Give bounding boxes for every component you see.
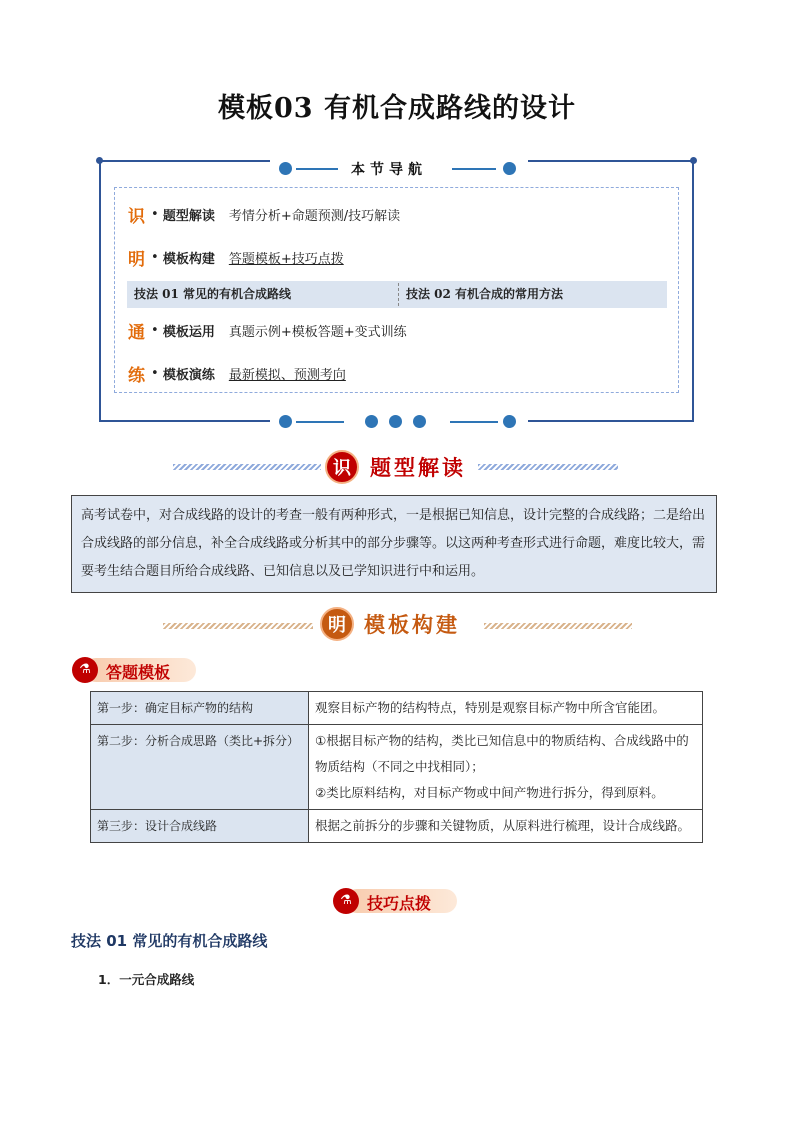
technique-bar [127, 281, 667, 308]
nav-row-practice[interactable] [128, 361, 346, 386]
page-title: 模板03 有机合成路线的设计 [218, 93, 576, 124]
nav-label: 题型解读 [162, 209, 215, 224]
deco-line [452, 168, 496, 170]
nav-char: 识 [128, 207, 145, 227]
section-title: 模板构建 [364, 612, 460, 637]
step-cell: 第三步：设计合成线路 [91, 810, 309, 843]
deco-dot [365, 415, 378, 428]
content-line: 根据之前拆分的步骤和关键物质，从原料进行梳理，设计合成线路。 [315, 818, 691, 833]
table-row [91, 692, 703, 725]
flask-icon: ⚗ [72, 657, 98, 683]
section-title: 题型解读 [370, 455, 466, 480]
table-row [91, 725, 703, 810]
nav-char: 通 [128, 323, 145, 343]
deco-dot [279, 162, 292, 175]
deco-dot [503, 415, 516, 428]
banner-stripe [173, 464, 321, 470]
nav-bullet: • [151, 366, 163, 381]
deco-line [296, 421, 344, 423]
banner-stripe [484, 623, 632, 629]
nav-row-apply[interactable] [128, 318, 407, 343]
tips-label: 技巧点拨 [367, 894, 432, 913]
technique-02-link[interactable]: 技法 02 有机合成的常用方法 [406, 287, 564, 301]
corner-dot [96, 157, 103, 164]
step-cell: 第二步：分析合成思路（类比+拆分） [91, 725, 309, 810]
nav-desc: 真题示例+模板答题+变式训练 [228, 325, 407, 340]
content-line: ②类比原料结构，对目标产物或中间产物进行拆分，得到原料。 [315, 785, 664, 800]
technique-01-heading: 技法 01 常见的有机合成路线 [71, 932, 268, 950]
deco-dot [389, 415, 402, 428]
nav-bullet: • [151, 207, 163, 222]
nav-desc: 考情分析+命题预测/技巧解读 [228, 209, 401, 224]
nav-char: 明 [128, 250, 145, 270]
technique-01-link[interactable]: 技法 01 常见的有机合成路线 [134, 287, 292, 301]
corner-dot [690, 157, 697, 164]
content-cell [309, 725, 703, 810]
nav-desc: 最新模拟、预测考向 [228, 368, 346, 383]
deco-dot [503, 162, 516, 175]
nav-row-interpret[interactable] [128, 202, 400, 227]
deco-dot [413, 415, 426, 428]
nav-char: 练 [128, 366, 145, 386]
answer-template-label: 答题模板 [106, 663, 171, 682]
subsection-heading: 1．一元合成路线 [98, 972, 195, 987]
nav-label: 模板演练 [162, 368, 215, 383]
nav-desc: 答题模板+技巧点拨 [228, 252, 344, 267]
step-cell: 第一步：确定目标产物的结构 [91, 692, 309, 725]
content-cell [309, 810, 703, 843]
deco-line [296, 168, 338, 170]
banner-stripe [163, 623, 313, 629]
deco-line [450, 421, 498, 423]
content-line: ①根据目标产物的结构，类比已知信息中的物质结构、合成线路中的物质结构（不同之中找相同）； [315, 733, 689, 774]
nav-row-build[interactable] [128, 245, 344, 270]
content-cell [309, 692, 703, 725]
section-badge: 识 [325, 450, 359, 484]
answer-template-table [90, 691, 703, 843]
content-line: 观察目标产物的结构特点，特别是观察目标产物中所含官能团。 [315, 700, 666, 715]
nav-header: 本节导航 [351, 162, 427, 178]
section-badge: 明 [320, 607, 354, 641]
flask-icon: ⚗ [333, 888, 359, 914]
deco-dot [279, 415, 292, 428]
intro-box: 高考试卷中，对合成线路的设计的考查一般有两种形式，一是根据已知信息，设计完整的合成线路；二是给出合成线路的部分信息，补全合成线路或分析其中的部分步骤等。以这两种考查形式进行命题，难度比较大，需要考生结合题目所给合成线路、已知信息以及已学知识进行中和运用。 [71, 495, 717, 593]
nav-label: 模板运用 [162, 325, 215, 340]
nav-bullet: • [151, 323, 163, 338]
banner-stripe [478, 464, 618, 470]
table-row [91, 810, 703, 843]
nav-bullet: • [151, 250, 163, 265]
nav-label: 模板构建 [162, 252, 215, 267]
